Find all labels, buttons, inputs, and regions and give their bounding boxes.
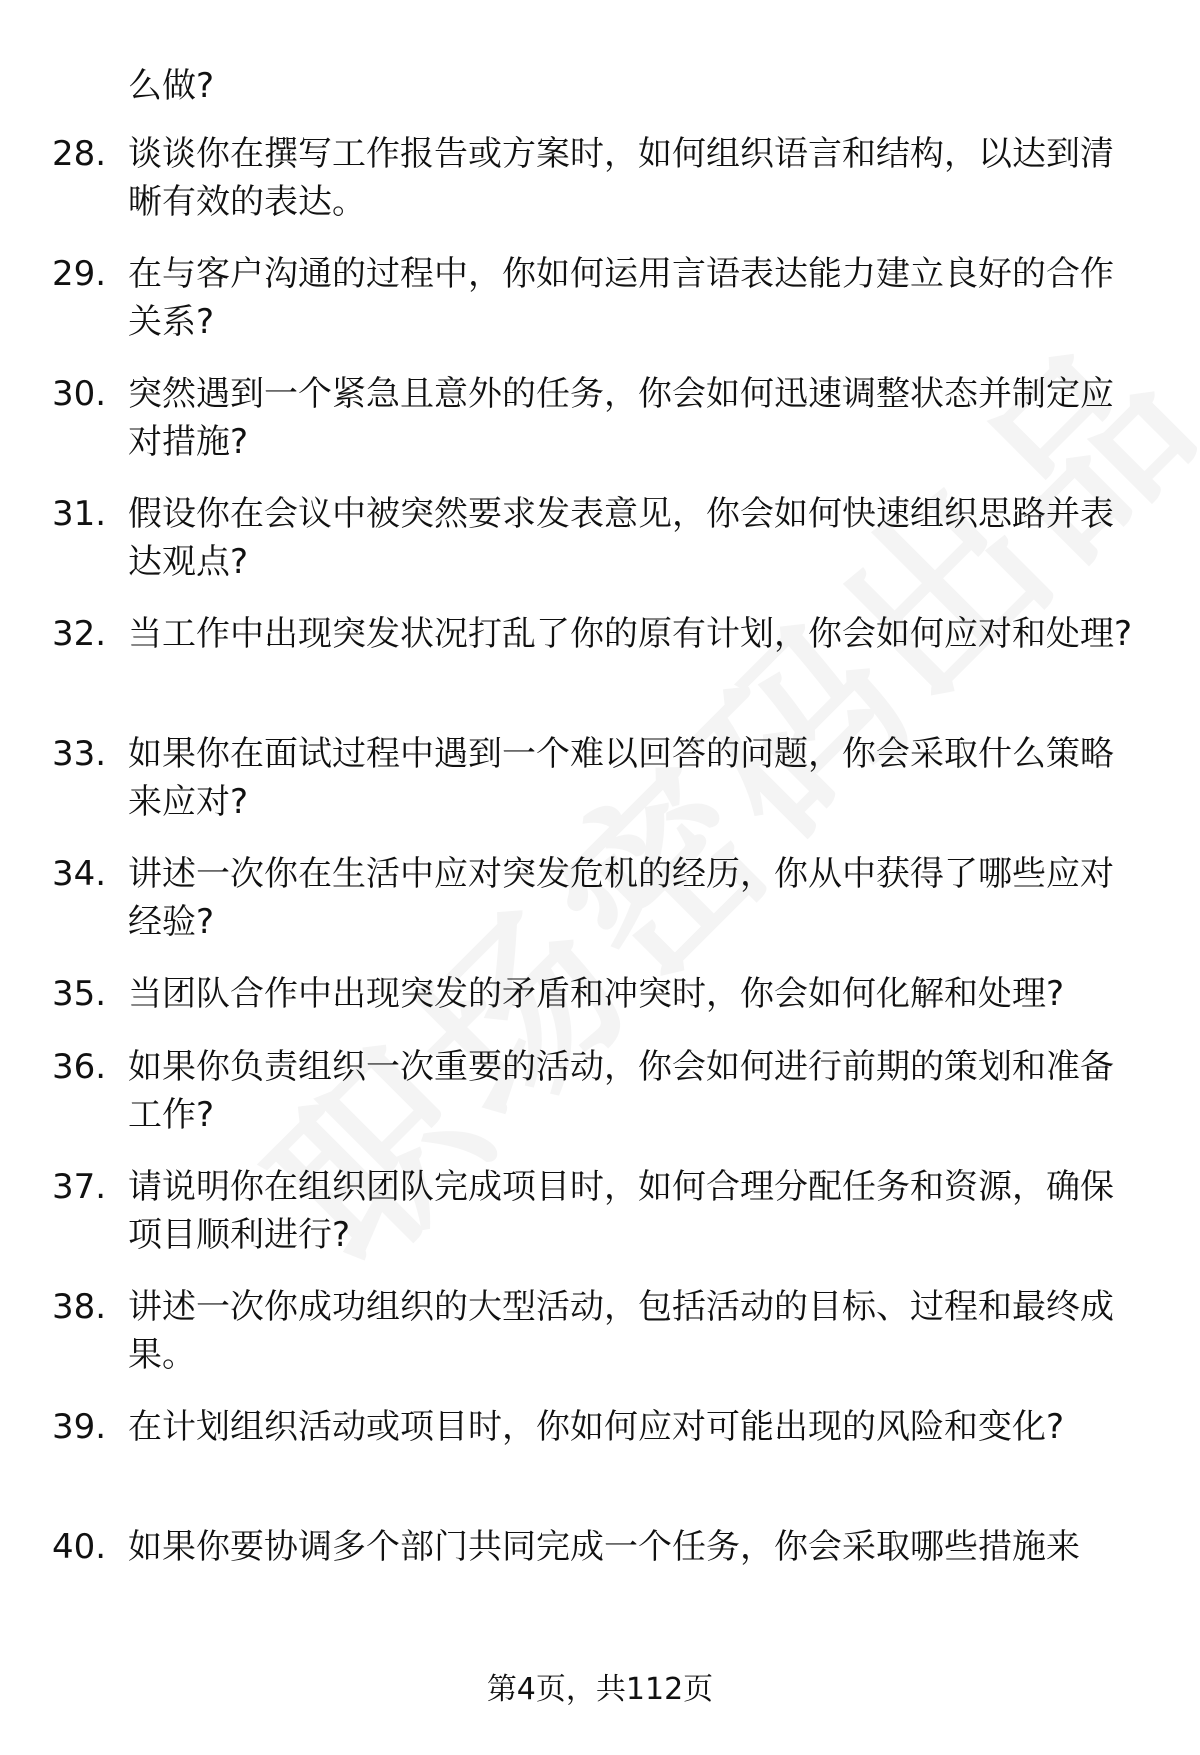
page-footer: 第4页，共112页 bbox=[486, 1672, 714, 1707]
question-text: 当团队合作中出现突发的矛盾和冲突时，你会如何化解和处理? bbox=[128, 974, 1065, 1014]
question-number: 37. bbox=[52, 1167, 107, 1207]
question-number: 39. bbox=[52, 1407, 107, 1447]
question-text: 如果你负责组织一次重要的活动，你会如何进行前期的策划和准备工作? bbox=[128, 1047, 1114, 1135]
question-number: 28. bbox=[52, 134, 107, 174]
question-text: 当工作中出现突发状况打乱了你的原有计划，你会如何应对和处理? bbox=[128, 614, 1133, 654]
question-text: 在计划组织活动或项目时，你如何应对可能出现的风险和变化? bbox=[128, 1407, 1065, 1447]
question-text: 谈谈你在撰写工作报告或方案时，如何组织语言和结构，以达到清晰有效的表达。 bbox=[128, 134, 1114, 222]
question-number: 40. bbox=[52, 1527, 107, 1567]
question-number: 29. bbox=[52, 254, 107, 294]
question-number: 38. bbox=[52, 1287, 107, 1327]
question-text: 讲述一次你在生活中应对突发危机的经历，你从中获得了哪些应对经验? bbox=[128, 854, 1114, 942]
question-text: 如果你要协调多个部门共同完成一个任务，你会采取哪些措施来 bbox=[128, 1527, 1080, 1567]
question-text: 在与客户沟通的过程中，你如何运用言语表达能力建立良好的合作关系? bbox=[128, 254, 1114, 342]
question-number: 35. bbox=[52, 974, 107, 1014]
question-text: 讲述一次你成功组织的大型活动，包括活动的目标、过程和最终成果。 bbox=[128, 1287, 1114, 1375]
question-text: 假设你在会议中被突然要求发表意见，你会如何快速组织思路并表达观点? bbox=[128, 494, 1114, 582]
question-text: 突然遇到一个紧急且意外的任务，你会如何迅速调整状态并制定应对措施? bbox=[128, 374, 1114, 462]
question-number: 31. bbox=[52, 494, 107, 534]
continued-question-text: 么做? bbox=[128, 66, 215, 106]
question-number: 34. bbox=[52, 854, 107, 894]
question-number: 30. bbox=[52, 374, 107, 414]
question-text: 请说明你在组织团队完成项目时，如何合理分配任务和资源，确保项目顺利进行? bbox=[128, 1167, 1114, 1255]
question-number: 32. bbox=[52, 614, 107, 654]
question-number: 33. bbox=[52, 734, 107, 774]
question-text: 如果你在面试过程中遇到一个难以回答的问题，你会采取什么策略来应对? bbox=[128, 734, 1114, 822]
question-number: 36. bbox=[52, 1047, 107, 1087]
